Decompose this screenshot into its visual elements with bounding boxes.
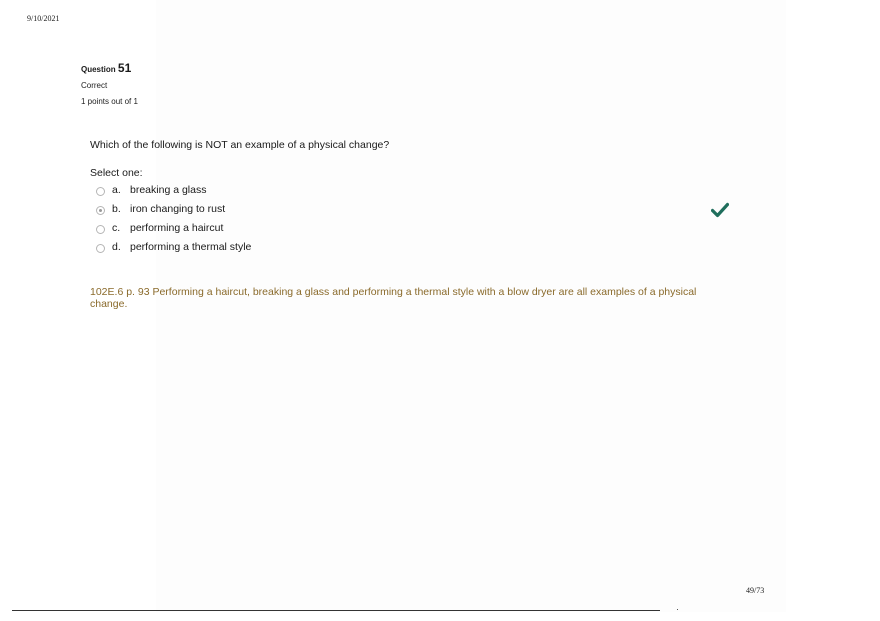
answer-option-a[interactable] <box>90 180 730 199</box>
radio-c[interactable] <box>96 225 105 234</box>
answer-letter: b. <box>112 202 121 215</box>
question-state: Correct <box>81 81 108 90</box>
answer-letter: c. <box>112 221 121 234</box>
question-grade: 1 points out of 1 <box>81 97 138 106</box>
answer-option-c[interactable] <box>90 218 730 237</box>
answer-list <box>90 180 730 256</box>
radio-b[interactable] <box>96 206 105 215</box>
answer-text: performing a haircut <box>130 221 224 234</box>
question-title <box>81 60 201 78</box>
check-icon <box>711 202 729 218</box>
answer-letter: a. <box>112 183 121 196</box>
select-prompt: Select one: <box>90 167 143 179</box>
answer-option-b[interactable] <box>90 199 730 218</box>
question-text: Which of the following is NOT an example of a physical change? <box>90 139 390 151</box>
print-date: 9/10/2021 <box>27 14 60 23</box>
radio-a[interactable] <box>96 187 105 196</box>
general-feedback: 102E.6 p. 93 Performing a haircut, breaking a glass and performing a thermal style with a blow dryer are all examples of a physical change. <box>90 286 697 310</box>
footer-mark <box>677 609 678 610</box>
answer-text: iron changing to rust <box>130 202 226 215</box>
answer-letter: d. <box>112 240 121 253</box>
page-number: 49/73 <box>746 586 765 595</box>
question-number: 51 <box>117 61 132 75</box>
question-label: Question <box>81 65 116 74</box>
question-formulation <box>90 138 730 256</box>
answer-text: performing a thermal style <box>130 240 252 253</box>
answer-option-d[interactable] <box>90 237 730 256</box>
answer-text: breaking a glass <box>130 183 207 196</box>
radio-d[interactable] <box>96 244 105 253</box>
question-info <box>81 60 201 108</box>
footer-divider <box>12 610 660 611</box>
